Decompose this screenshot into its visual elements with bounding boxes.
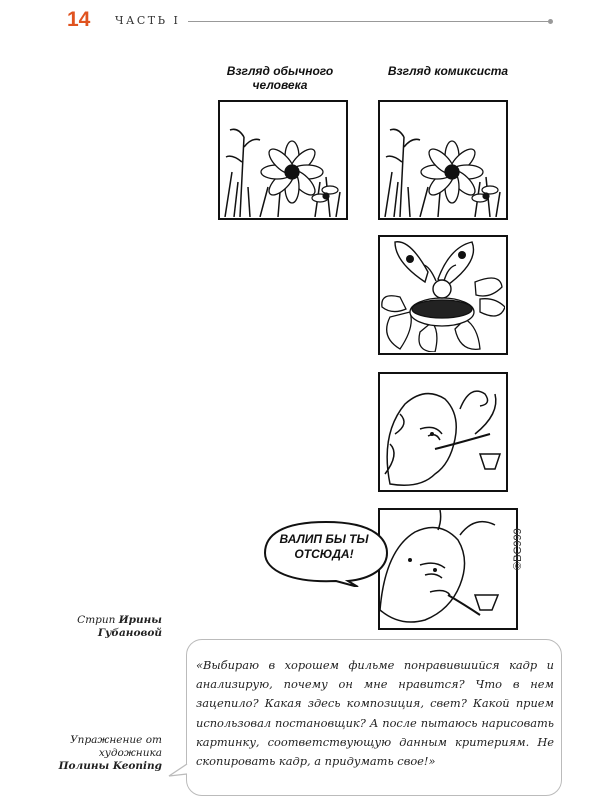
- exercise-credit: [40, 734, 162, 773]
- bug-drinking-drawing: [380, 374, 505, 489]
- strip-credit: [40, 614, 162, 640]
- strip-credit-author: Ирины Губановой: [97, 614, 162, 639]
- strip-credit-prefix: Стрип: [77, 614, 116, 626]
- flowers-drawing: [220, 102, 345, 217]
- panel-bug-drinking: [378, 372, 508, 492]
- caption-comic-artist-view: Взгляд комиксиста: [387, 64, 509, 78]
- artist-quote: «Выбираю в хорошем фильме понравившийся кадр и анализирую, почему он мне нравится? Что в нем зацепило? Какая здесь композиция, свет? Какой прием использовал постановщик? А после пытаюсь нарисовать картинку, соответствующую данным критериям. Не скопировать кадр, а придумать свое!»: [196, 658, 554, 769]
- panel-butterfly-closeup: [378, 235, 508, 355]
- exercise-credit-prefix: Упражнение от художника: [70, 734, 162, 759]
- panel-bug-speaking: [378, 508, 518, 630]
- page-number: 14: [67, 8, 91, 31]
- speech-bubble-text: ВАЛИП БЫ ТЫ ОТСЮДА!: [279, 532, 369, 561]
- butterfly-drawing: [380, 237, 505, 352]
- panel-comic-flowers: [378, 100, 508, 220]
- bug-speaking-drawing: [380, 510, 515, 627]
- artist-signature: ©BC999: [512, 528, 524, 570]
- quote-box-tail: [167, 762, 189, 782]
- panel-ordinary-flowers: [218, 100, 348, 220]
- chapter-title: ЧАСТЬ I: [115, 14, 181, 27]
- caption-ordinary-view: Взгляд обычного человека: [226, 64, 334, 92]
- exercise-credit-author: Полины Keoning: [58, 760, 162, 772]
- flowers-drawing-2: [380, 102, 505, 217]
- header-rule: [188, 21, 550, 22]
